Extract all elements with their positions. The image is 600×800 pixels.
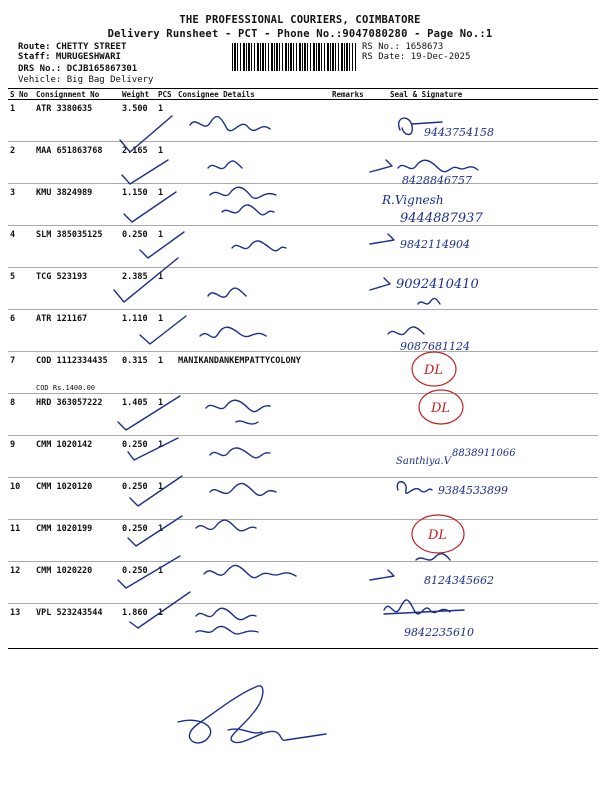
cell-sno-text: 13 — [10, 608, 21, 618]
cell-consignee — [176, 310, 330, 352]
cell-consignee — [176, 352, 330, 394]
table-row — [8, 604, 598, 649]
cell-pcs — [156, 478, 176, 520]
col-sno: S No — [8, 89, 34, 100]
cell-consignee — [176, 520, 330, 562]
cell-sno — [8, 352, 34, 394]
cell-consignment-text: COD 1112334435 — [36, 356, 108, 366]
col-pcs: PCS — [156, 89, 176, 100]
cell-sno-text: 9 — [10, 440, 16, 450]
cell-consignment — [34, 352, 120, 394]
cell-consignee — [176, 142, 330, 184]
cell-weight — [120, 226, 156, 268]
cell-sno — [8, 562, 34, 604]
cell-sno — [8, 520, 34, 562]
cell-consignment-text: CMM 1020199 — [36, 524, 93, 534]
handwritten-name: Santhiya.V — [396, 456, 451, 467]
cell-weight-text: 3.500 — [122, 104, 148, 114]
table-row — [8, 520, 598, 562]
handwritten-phone: 8838911066 — [452, 448, 516, 459]
cell-weight-text: 0.250 — [122, 566, 148, 576]
cell-remarks — [330, 436, 388, 478]
cell-weight-text: 0.250 — [122, 440, 148, 450]
cell-pcs — [156, 520, 176, 562]
cell-consignee — [176, 394, 330, 436]
cell-sno-text: 1 — [10, 104, 16, 114]
cell-consignee — [176, 100, 330, 142]
cell-pcs-text: 1 — [158, 188, 164, 198]
cell-signature — [388, 352, 598, 394]
cell-consignment-text: MAA 651863768 — [36, 146, 103, 156]
staff-signature — [178, 686, 326, 743]
cell-consignment — [34, 310, 120, 352]
table-row — [8, 100, 598, 142]
runsheet-title: Delivery Runsheet - PCT - Phone No.:9047080280 - Page No.:1 — [107, 28, 493, 40]
cell-weight-text: 1.110 — [122, 314, 148, 324]
cell-sno-text: 12 — [10, 566, 21, 576]
cell-consignment-text: HRD 363057222 — [36, 398, 103, 408]
cell-consignee — [176, 184, 330, 226]
cell-signature — [388, 394, 598, 436]
cell-remarks — [330, 394, 388, 436]
cell-weight-text: 0.250 — [122, 482, 148, 492]
cell-sno — [8, 142, 34, 184]
table-row — [8, 394, 598, 436]
cell-sno-text: 10 — [10, 482, 21, 492]
cell-sno-text: 7 — [10, 356, 16, 366]
cell-pcs — [156, 394, 176, 436]
cell-consignment — [34, 520, 120, 562]
handwritten-phone: 9842235610 — [404, 626, 474, 639]
table-row — [8, 562, 598, 604]
col-consignee: Consignee Details — [176, 89, 330, 100]
col-weight: Weight — [120, 89, 156, 100]
col-remarks: Remarks — [330, 89, 388, 100]
cell-pcs-text: 1 — [158, 566, 164, 576]
cell-sno — [8, 394, 34, 436]
cell-weight — [120, 394, 156, 436]
cell-pcs — [156, 310, 176, 352]
cell-weight — [120, 436, 156, 478]
cell-weight — [120, 562, 156, 604]
cell-weight-text: 0.315 — [122, 356, 148, 366]
cell-pcs — [156, 184, 176, 226]
rs-date: RS Date: 19-Dec-2025 — [362, 52, 471, 62]
cell-weight — [120, 142, 156, 184]
cell-signature — [388, 562, 598, 604]
cell-remarks — [330, 352, 388, 394]
table-row — [8, 184, 598, 226]
handwritten-phone: 9842114904 — [400, 238, 470, 251]
cell-consignment — [34, 100, 120, 142]
cell-remarks — [330, 310, 388, 352]
runsheet-table — [8, 88, 598, 649]
cell-signature — [388, 436, 598, 478]
handwritten-phone: 9444887937 — [400, 211, 483, 226]
handwritten-phone: 9087681124 — [400, 340, 470, 353]
cell-pcs — [156, 226, 176, 268]
cell-consignee — [176, 436, 330, 478]
cell-consignment-text: VPL 523243544 — [36, 608, 103, 618]
cell-signature — [388, 226, 598, 268]
cell-sno-text: 2 — [10, 146, 16, 156]
cell-pcs — [156, 268, 176, 310]
cell-signature — [388, 142, 598, 184]
cell-pcs — [156, 142, 176, 184]
staff-label: Staff: MURUGESHWARI — [18, 52, 121, 62]
cell-consignment — [34, 268, 120, 310]
cell-weight — [120, 268, 156, 310]
cell-signature — [388, 520, 598, 562]
drs-label: DRS No.: DCJB165867301 — [18, 64, 138, 74]
staff-signature — [228, 729, 262, 733]
cell-pcs — [156, 100, 176, 142]
cell-sno — [8, 478, 34, 520]
handwritten-phone: 8124345662 — [424, 574, 494, 587]
table-row — [8, 352, 598, 394]
cell-pcs-text: 1 — [158, 524, 164, 534]
cell-pcs-text: 1 — [158, 272, 164, 282]
handwritten-phone: 9443754158 — [424, 126, 494, 139]
cell-consignment-text: ATR 121167 — [36, 314, 88, 324]
cell-pcs-text: 1 — [158, 482, 164, 492]
cell-remarks — [330, 184, 388, 226]
table-header-row — [8, 89, 598, 100]
table-row — [8, 268, 598, 310]
handwritten-phone: 8428846757 — [402, 174, 472, 187]
cell-consignee — [176, 478, 330, 520]
cell-signature — [388, 100, 598, 142]
cell-consignment-text: CMM 1020220 — [36, 566, 93, 576]
cell-weight-text: 1.405 — [122, 398, 148, 408]
table-row — [8, 142, 598, 184]
cell-consignment — [34, 562, 120, 604]
cell-pcs-text: 1 — [158, 608, 164, 618]
cell-remarks — [330, 520, 388, 562]
stamp-label: DL — [428, 528, 448, 543]
cell-remarks — [330, 100, 388, 142]
cell-sno — [8, 184, 34, 226]
cell-pcs-text: 1 — [158, 104, 164, 114]
cell-remarks — [330, 562, 388, 604]
cell-signature — [388, 310, 598, 352]
cell-consignee — [176, 604, 330, 649]
cell-consignment-text: CMM 1020120 — [36, 482, 93, 492]
cell-pcs-text: 1 — [158, 314, 164, 324]
col-consignment: Consignment No — [34, 89, 120, 100]
cell-consignee — [176, 226, 330, 268]
barcode-image — [232, 43, 356, 71]
cell-weight-text: 1.860 — [122, 608, 148, 618]
cell-consignment — [34, 142, 120, 184]
cell-weight — [120, 310, 156, 352]
cell-consignee — [176, 268, 330, 310]
cell-weight-text: 0.250 — [122, 524, 148, 534]
cell-pcs-text: 1 — [158, 356, 164, 366]
cell-consignment — [34, 604, 120, 649]
cell-pcs-text: 1 — [158, 398, 164, 408]
cell-sno-text: 6 — [10, 314, 16, 324]
cell-sno — [8, 436, 34, 478]
cell-sno-text: 5 — [10, 272, 16, 282]
cell-weight — [120, 184, 156, 226]
cell-remarks — [330, 268, 388, 310]
cell-pcs-text: 1 — [158, 440, 164, 450]
cell-signature — [388, 478, 598, 520]
cell-remarks — [330, 142, 388, 184]
cell-consignment — [34, 436, 120, 478]
table-row — [8, 310, 598, 352]
cell-consignment-text: ATR 3380635 — [36, 104, 93, 114]
cell-consignment-text: CMM 1020142 — [36, 440, 93, 450]
cell-sno — [8, 100, 34, 142]
cell-weight — [120, 352, 156, 394]
cell-consignment — [34, 478, 120, 520]
cell-consignee — [176, 562, 330, 604]
cell-pcs — [156, 562, 176, 604]
cell-sno — [8, 226, 34, 268]
cell-consignment-text: SLM 385035125 — [36, 230, 103, 240]
table-row — [8, 226, 598, 268]
rs-number: RS No.: 1658673 — [362, 42, 444, 52]
cod-amount: COD Rs.1400.00 — [36, 384, 96, 392]
handwritten-phone: 9384533899 — [438, 484, 508, 497]
cell-consignment — [34, 394, 120, 436]
cell-pcs — [156, 604, 176, 649]
handwritten-phone: 9092410410 — [396, 277, 479, 292]
cell-consignment-text: TCG 523193 — [36, 272, 88, 282]
cell-sno — [8, 268, 34, 310]
cell-sno-text: 4 — [10, 230, 16, 240]
cell-remarks — [330, 604, 388, 649]
cell-signature — [388, 184, 598, 226]
cell-sno-text: 3 — [10, 188, 16, 198]
stamp-label: DL — [431, 401, 451, 416]
cell-weight-text: 0.250 — [122, 230, 148, 240]
cell-remarks — [330, 478, 388, 520]
vehicle-label: Vehicle: Big Bag Delivery — [18, 75, 154, 85]
cell-weight — [120, 604, 156, 649]
cell-signature — [388, 604, 598, 649]
cell-consignee-text: MANIKANDANKEMPATTYCOLONY — [178, 356, 301, 366]
cell-sno — [8, 604, 34, 649]
table-row — [8, 478, 598, 520]
cell-consignment — [34, 226, 120, 268]
cell-pcs-text: 1 — [158, 230, 164, 240]
cell-sno-text: 8 — [10, 398, 16, 408]
cell-consignment — [34, 184, 120, 226]
company-title: THE PROFESSIONAL COURIERS, COIMBATORE — [179, 14, 421, 26]
cell-sno-text: 11 — [10, 524, 21, 534]
cell-weight — [120, 100, 156, 142]
cell-weight-text: 2.165 — [122, 146, 148, 156]
cell-weight-text: 2.385 — [122, 272, 148, 282]
cell-pcs-text: 1 — [158, 146, 164, 156]
cell-pcs — [156, 352, 176, 394]
cell-weight — [120, 478, 156, 520]
col-signature: Seal & Signature — [388, 89, 598, 100]
stamp-label: DL — [424, 363, 444, 378]
table-row — [8, 436, 598, 478]
cell-pcs — [156, 436, 176, 478]
cell-remarks — [330, 226, 388, 268]
cell-weight-text: 1.150 — [122, 188, 148, 198]
route-label: Route: CHETTY STREET — [18, 42, 127, 52]
handwritten-name: R.Vignesh — [382, 193, 444, 207]
cell-consignment-text: KMU 3824989 — [36, 188, 93, 198]
cell-signature — [388, 268, 598, 310]
cell-sno — [8, 310, 34, 352]
cell-weight — [120, 520, 156, 562]
